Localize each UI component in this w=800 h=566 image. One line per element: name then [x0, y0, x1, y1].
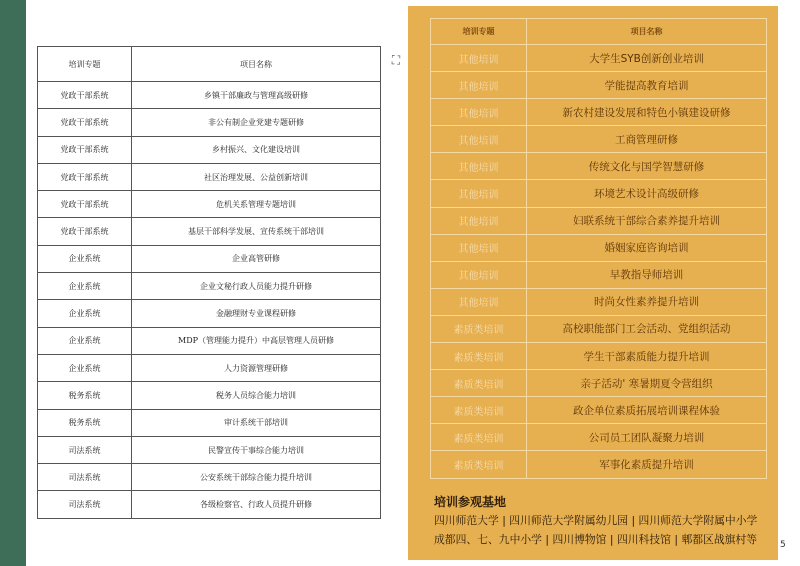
- right-topic-cell: 其他培训: [431, 261, 527, 288]
- right-project-cell: 妇联系统干部综合素养提升培训: [527, 207, 767, 234]
- left-topic-cell: 企业系统: [38, 327, 132, 354]
- right-topic-cell: 素质类培训: [431, 315, 527, 342]
- right-topic-cell: 其他培训: [431, 180, 527, 207]
- left-project-cell: 乡村振兴、文化建设培训: [132, 136, 381, 163]
- right-project-cell: 亲子活动' 寒暑期夏令营组织: [527, 370, 767, 397]
- left-training-table: [37, 46, 381, 519]
- page-number: 5: [780, 540, 786, 550]
- left-topic-cell: 党政干部系统: [38, 218, 132, 245]
- left-project-cell: 公安系统干部综合能力提升培训: [132, 464, 381, 491]
- table-row: [431, 397, 767, 424]
- table-row: [431, 99, 767, 126]
- left-project-cell: 企业高管研修: [132, 245, 381, 272]
- right-project-cell: 婚姻家庭咨询培训: [527, 234, 767, 261]
- left-project-cell: 非公有制企业党建专题研修: [132, 109, 381, 136]
- left-project-cell: 社区治理发展、公益创新培训: [132, 163, 381, 190]
- table-row: [38, 354, 381, 381]
- right-topic-cell: 其他培训: [431, 288, 527, 315]
- left-project-cell: 人力资源管理研修: [132, 354, 381, 381]
- right-topic-cell: 其他培训: [431, 234, 527, 261]
- right-project-cell: 高校职能部门工会活动、党组织活动: [527, 315, 767, 342]
- right-project-cell: 环境艺术设计高级研修: [527, 180, 767, 207]
- left-project-cell: 各级检察官、行政人员提升研修: [132, 491, 381, 518]
- right-topic-cell: 其他培训: [431, 207, 527, 234]
- visit-base-title: 培训参观基地: [434, 495, 507, 509]
- right-table-header: [431, 19, 767, 45]
- side-color-strip: [0, 0, 26, 566]
- left-topic-cell: 司法系统: [38, 464, 132, 491]
- table-row: [38, 436, 381, 463]
- table-row: [38, 218, 381, 245]
- left-topic-cell: 党政干部系统: [38, 82, 132, 109]
- table-row: [431, 72, 767, 99]
- left-topic-cell: 税务系统: [38, 382, 132, 409]
- right-project-cell: 大学生SYB创新创业培训: [527, 45, 767, 72]
- left-topic-cell: 企业系统: [38, 300, 132, 327]
- table-row: [38, 163, 381, 190]
- table-row: [431, 180, 767, 207]
- table-row: [431, 370, 767, 397]
- left-topic-cell: 司法系统: [38, 491, 132, 518]
- table-row: [431, 343, 767, 370]
- left-header-topic: 培训专题: [38, 47, 132, 82]
- right-project-cell: 学能提高教育培训: [527, 72, 767, 99]
- right-header-project: 项目名称: [527, 19, 767, 45]
- table-row: [38, 491, 381, 518]
- right-project-cell: 时尚女性素养提升培训: [527, 288, 767, 315]
- right-training-table: [430, 18, 767, 479]
- left-project-cell: 危机关系管理专题培训: [132, 191, 381, 218]
- right-project-cell: 公司员工团队凝聚力培训: [527, 424, 767, 451]
- right-topic-cell: 素质类培训: [431, 397, 527, 424]
- right-topic-cell: 其他培训: [431, 72, 527, 99]
- right-topic-cell: 素质类培训: [431, 451, 527, 478]
- right-project-cell: 工商管理研修: [527, 126, 767, 153]
- table-row: [431, 288, 767, 315]
- right-topic-cell: 其他培训: [431, 45, 527, 72]
- table-row: [38, 464, 381, 491]
- left-project-cell: 乡镇干部廉政与管理高级研修: [132, 82, 381, 109]
- left-table-header: [38, 47, 381, 82]
- table-row: [38, 327, 381, 354]
- left-topic-cell: 企业系统: [38, 245, 132, 272]
- left-topic-cell: 党政干部系统: [38, 191, 132, 218]
- table-row: [431, 424, 767, 451]
- visit-base-line-2: 成都四、七、九中小学 | 四川博物馆 | 四川科技馆 | 郫都区战旗村等: [434, 533, 758, 546]
- table-row: [431, 153, 767, 180]
- table-row: [38, 300, 381, 327]
- table-row: [431, 315, 767, 342]
- table-row: [431, 451, 767, 478]
- right-topic-cell: 其他培训: [431, 153, 527, 180]
- visit-base-line-1: 四川师范大学 | 四川师范大学附属幼儿园 | 四川师范大学附属中小学: [434, 514, 758, 527]
- left-header-project: 项目名称: [132, 47, 381, 82]
- table-row: [38, 82, 381, 109]
- table-row: [38, 409, 381, 436]
- right-topic-cell: 素质类培训: [431, 370, 527, 397]
- left-project-cell: 审计系统干部培训: [132, 409, 381, 436]
- right-topic-cell: 其他培训: [431, 99, 527, 126]
- left-project-cell: 企业文秘行政人员能力提升研修: [132, 273, 381, 300]
- left-topic-cell: 税务系统: [38, 409, 132, 436]
- right-topic-cell: 素质类培训: [431, 424, 527, 451]
- expand-icon[interactable]: ⛶: [391, 53, 401, 67]
- right-orange-panel: [408, 6, 778, 560]
- table-row: [431, 261, 767, 288]
- table-row: [431, 126, 767, 153]
- table-row: [431, 234, 767, 261]
- table-row: [38, 273, 381, 300]
- right-project-cell: 学生干部素质能力提升培训: [527, 343, 767, 370]
- right-project-cell: 政企单位素质拓展培训课程体验: [527, 397, 767, 424]
- right-project-cell: 传统文化与国学智慧研修: [527, 153, 767, 180]
- left-topic-cell: 党政干部系统: [38, 136, 132, 163]
- left-project-cell: 金融理财专业课程研修: [132, 300, 381, 327]
- left-project-cell: MDP（管理能力提升）中高层管理人员研修: [132, 327, 381, 354]
- table-row: [38, 382, 381, 409]
- left-topic-cell: 党政干部系统: [38, 163, 132, 190]
- left-topic-cell: 党政干部系统: [38, 109, 132, 136]
- right-project-cell: 早教指导师培训: [527, 261, 767, 288]
- left-project-cell: 基层干部科学发展、宣传系统干部培训: [132, 218, 381, 245]
- left-topic-cell: 司法系统: [38, 436, 132, 463]
- table-row: [431, 45, 767, 72]
- left-topic-cell: 企业系统: [38, 273, 132, 300]
- right-project-cell: 新农村建设发展和特色小镇建设研修: [527, 99, 767, 126]
- table-row: [38, 109, 381, 136]
- table-row: [38, 191, 381, 218]
- right-header-topic: 培训专题: [431, 19, 527, 45]
- left-project-cell: 税务人员综合能力培训: [132, 382, 381, 409]
- table-row: [38, 136, 381, 163]
- table-row: [38, 245, 381, 272]
- right-topic-cell: 其他培训: [431, 126, 527, 153]
- left-project-cell: 民警宣传干事综合能力培训: [132, 436, 381, 463]
- right-project-cell: 军事化素质提升培训: [527, 451, 767, 478]
- table-row: [431, 207, 767, 234]
- left-topic-cell: 企业系统: [38, 354, 132, 381]
- right-topic-cell: 素质类培训: [431, 343, 527, 370]
